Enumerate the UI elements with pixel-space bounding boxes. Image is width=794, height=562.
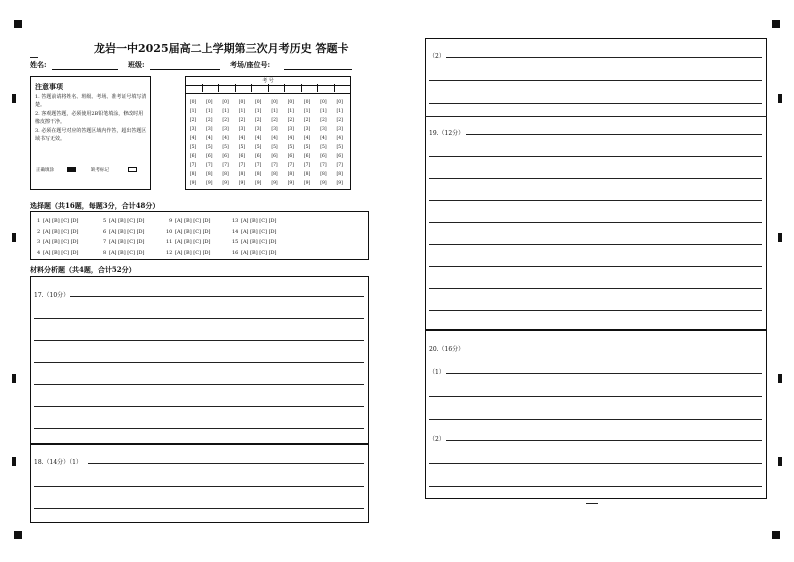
answer-line[interactable] <box>429 80 762 81</box>
exam-digit-bubble[interactable]: [0] <box>222 100 229 105</box>
seat-field[interactable] <box>284 69 352 70</box>
name-field[interactable] <box>52 69 118 70</box>
choice-options[interactable]: [A] [B] [C] [D] <box>43 228 79 235</box>
exam-digit-bubble[interactable]: [0] <box>336 100 343 105</box>
choice-options[interactable]: [A] [B] [C] [D] <box>241 218 277 224</box>
answer-line[interactable] <box>429 419 762 420</box>
exam-digit-column <box>301 98 313 188</box>
exam-digit-bubble[interactable]: [2] <box>303 118 311 123</box>
exam-digit-column <box>285 98 297 188</box>
exam-digit-bubble[interactable]: [7] <box>336 163 343 168</box>
exam-digit-bubble[interactable]: [6] <box>287 154 294 159</box>
answer-line[interactable] <box>429 200 762 201</box>
exam-digit-bubble[interactable]: [3] <box>303 127 311 132</box>
answer-line[interactable] <box>34 406 364 407</box>
exam-digit-column <box>203 98 215 188</box>
answer-line[interactable] <box>429 244 762 245</box>
exam-digit-bubble[interactable]: [7] <box>222 163 229 168</box>
exam-digit-bubble[interactable]: [1] <box>287 109 294 114</box>
side-mark <box>12 457 16 466</box>
exam-digit-bubble[interactable]: [5] <box>320 145 327 150</box>
exam-digit-bubble[interactable]: [0] <box>303 100 311 105</box>
exam-digit-bubble[interactable]: [2] <box>271 118 278 123</box>
answer-line[interactable] <box>429 486 762 487</box>
exam-digit-column <box>236 98 248 188</box>
exam-digit-bubble[interactable]: [5] <box>238 145 246 150</box>
exam-digit-bubble[interactable]: [8] <box>222 172 229 177</box>
grid-divider <box>235 84 236 92</box>
exam-digit-bubble[interactable]: [4] <box>238 136 246 141</box>
grid-divider <box>268 84 269 92</box>
grid-divider <box>334 84 335 92</box>
choice-options[interactable]: [A] [B] [C] [D] <box>175 239 211 245</box>
exam-digit-bubble[interactable]: [9] <box>336 181 343 186</box>
exam-digit-bubble[interactable]: [9] <box>255 181 262 186</box>
exam-digit-bubble[interactable]: [5] <box>255 145 262 150</box>
side-mark <box>778 233 782 242</box>
exam-digit-bubble[interactable]: [8] <box>336 172 343 177</box>
answer-line[interactable] <box>34 362 364 363</box>
exam-digit-bubble[interactable]: [2] <box>255 118 262 123</box>
exam-digit-bubble[interactable]: [0] <box>238 100 246 105</box>
exam-digit-bubble[interactable]: [9] <box>206 181 213 186</box>
exam-digit-bubble[interactable]: [4] <box>222 136 229 141</box>
exam-digit-bubble[interactable]: [8] <box>255 172 262 177</box>
choice-options[interactable]: [A] [B] [C] [D] <box>241 249 277 256</box>
exam-digit-bubble[interactable]: [3] <box>255 127 262 132</box>
exam-digit-bubble[interactable]: [8] <box>271 172 278 177</box>
choice-question-number: 9 <box>169 218 173 224</box>
exam-digit-bubble[interactable]: [4] <box>189 136 197 141</box>
q18-box <box>30 444 369 523</box>
exam-digit-bubble[interactable]: [7] <box>255 163 262 168</box>
grid-divider <box>284 84 285 92</box>
choice-question-number: 4 <box>37 249 41 256</box>
notice-item: 1. 答题前请将姓名、班级、考场、准考证号填写清楚。 <box>35 94 147 108</box>
class-field[interactable] <box>150 69 220 70</box>
exam-digit-bubble[interactable]: [9] <box>287 181 294 186</box>
exam-digit-bubble[interactable]: [0] <box>255 100 262 105</box>
exam-digit-bubble[interactable]: [5] <box>271 145 278 150</box>
exam-digit-bubble[interactable]: [2] <box>189 118 197 123</box>
notice-box <box>30 76 151 190</box>
side-mark <box>778 457 782 466</box>
exam-digit-bubble[interactable]: [1] <box>189 109 197 114</box>
choice-question-number: 11 <box>166 239 173 245</box>
grid-divider <box>301 84 302 92</box>
side-mark <box>12 374 16 383</box>
choice-options[interactable]: [A] [B] [C] [D] <box>175 228 211 235</box>
seat-label: 考场/座位号: <box>230 60 271 69</box>
grid-divider <box>218 84 219 92</box>
grid-divider <box>317 84 318 92</box>
exam-digit-bubble[interactable]: [5] <box>303 145 311 150</box>
exam-digit-column <box>334 98 346 188</box>
notice-title: 注意事项 <box>35 82 63 91</box>
grid-divider <box>202 84 203 92</box>
exam-digit-bubble[interactable]: [8] <box>320 172 327 177</box>
exam-digit-bubble[interactable]: [8] <box>238 172 246 177</box>
corner-mark <box>14 20 22 28</box>
exam-digit-bubble[interactable]: [8] <box>287 172 294 177</box>
exam-digit-bubble[interactable]: [4] <box>206 136 213 141</box>
choice-question-number: 5 <box>103 218 107 224</box>
choice-options[interactable]: [A] [B] [C] [D] <box>175 249 211 256</box>
answer-line[interactable] <box>34 486 364 487</box>
exam-digit-bubble[interactable]: [6] <box>238 154 246 159</box>
answer-line[interactable] <box>429 288 762 289</box>
section-divider <box>425 116 767 117</box>
side-mark <box>778 374 782 383</box>
choice-question-number: 3 <box>37 239 41 245</box>
choice-options[interactable]: [A] [B] [C] [D] <box>241 239 277 245</box>
exam-digit-bubble[interactable]: [4] <box>255 136 262 141</box>
choice-question-number: 16 <box>232 249 239 256</box>
exam-digit-column <box>269 98 281 188</box>
exam-digit-bubble[interactable]: [6] <box>255 154 262 159</box>
choice-options[interactable]: [A] [B] [C] [D] <box>43 249 79 256</box>
exam-digit-bubble[interactable]: [6] <box>303 154 311 159</box>
answer-line[interactable] <box>429 156 762 157</box>
exam-digit-bubble[interactable]: [3] <box>287 127 294 132</box>
grid-divider <box>251 84 252 92</box>
choice-question-number: 14 <box>232 228 239 235</box>
q20-part2-label: （2） <box>429 436 445 443</box>
exam-digit-bubble[interactable]: [3] <box>271 127 278 132</box>
exam-digit-bubble[interactable]: [7] <box>271 163 278 168</box>
choice-question-number: 13 <box>232 218 239 224</box>
exam-digit-bubble[interactable]: [0] <box>206 100 213 105</box>
exam-digit-bubble[interactable]: [5] <box>336 145 343 150</box>
absent-label: 缺考标记 <box>91 168 109 173</box>
answer-line[interactable] <box>429 463 762 464</box>
exam-digit-bubble[interactable]: [0] <box>320 100 327 105</box>
exam-digit-bubble[interactable]: [5] <box>287 145 294 150</box>
exam-digit-bubble[interactable]: [8] <box>206 172 213 177</box>
choice-section-title: 选择题（共16题，每题3分，合计48分） <box>30 201 160 210</box>
q19-label: 19.（12分） <box>429 130 465 137</box>
answer-line[interactable] <box>429 103 762 104</box>
answer-line[interactable] <box>429 310 762 311</box>
exam-digit-bubble[interactable]: [3] <box>320 127 327 132</box>
exam-digit-bubble[interactable]: [5] <box>222 145 229 150</box>
exam-digit-bubble[interactable]: [1] <box>255 109 262 114</box>
exam-digit-bubble[interactable]: [4] <box>303 136 311 141</box>
choice-question-number: 8 <box>103 249 107 256</box>
filled-example-icon <box>67 167 76 172</box>
exam-digit-bubble[interactable]: [6] <box>320 154 327 159</box>
exam-digit-bubble[interactable]: [7] <box>287 163 294 168</box>
side-mark <box>12 94 16 103</box>
choice-question-number: 7 <box>103 239 107 245</box>
answer-line[interactable] <box>429 396 762 397</box>
answer-line[interactable] <box>429 222 762 223</box>
answer-line[interactable] <box>88 463 364 464</box>
exam-digit-bubble[interactable]: [1] <box>336 109 343 114</box>
absent-checkbox[interactable] <box>128 167 137 172</box>
q17-box <box>30 276 369 444</box>
choice-question-number: 10 <box>166 228 173 235</box>
exam-digit-bubble[interactable]: [9] <box>320 181 327 186</box>
exam-digit-bubble[interactable]: [0] <box>189 100 197 105</box>
exam-digit-bubble[interactable]: [1] <box>320 109 327 114</box>
answer-line[interactable] <box>429 178 762 179</box>
answer-line[interactable] <box>446 373 762 374</box>
choice-options[interactable]: [A] [B] [C] [D] <box>109 218 145 224</box>
exam-digit-bubble[interactable]: [1] <box>222 109 229 114</box>
choice-options[interactable]: [A] [B] [C] [D] <box>43 218 79 224</box>
choice-options[interactable]: [A] [B] [C] [D] <box>175 218 211 224</box>
choice-question-number: 2 <box>37 228 41 235</box>
exam-digit-bubble[interactable]: [7] <box>320 163 327 168</box>
notice-item: 3. 必须在题号对应的答题区域内作答，超出答题区域书写无效。 <box>35 128 147 142</box>
side-mark <box>12 233 16 242</box>
choice-question-number: 6 <box>103 228 107 235</box>
material-section-title: 材料分析题（共4题，合计52分） <box>30 265 136 274</box>
q20-part1-label: （1） <box>429 369 445 376</box>
q17-label: 17.（10分） <box>34 292 70 299</box>
exam-digit-bubble[interactable]: [9] <box>271 181 278 186</box>
exam-digit-bubble[interactable]: [0] <box>287 100 294 105</box>
choice-question-number: 15 <box>232 239 239 245</box>
q18-part2-label: （2） <box>429 53 445 60</box>
q20-box <box>425 330 767 499</box>
answer-line[interactable] <box>34 318 364 319</box>
exam-number-header: 考 号 <box>186 77 350 86</box>
choice-options[interactable]: [A] [B] [C] [D] <box>241 228 277 235</box>
exam-digit-bubble[interactable]: [9] <box>238 181 246 186</box>
exam-digit-bubble[interactable]: [1] <box>238 109 246 114</box>
exam-digit-bubble[interactable]: [6] <box>222 154 229 159</box>
exam-digit-bubble[interactable]: [3] <box>206 127 213 132</box>
exam-digit-bubble[interactable]: [9] <box>222 181 229 186</box>
exam-digit-bubble[interactable]: [2] <box>287 118 294 123</box>
choice-question-number: 12 <box>166 249 173 256</box>
right-answer-box <box>425 38 767 330</box>
answer-line[interactable] <box>429 266 762 267</box>
exam-digit-bubble[interactable]: [2] <box>206 118 213 123</box>
exam-digit-bubble[interactable]: [6] <box>271 154 278 159</box>
q20-label: 20.（16分） <box>429 346 465 353</box>
answer-line[interactable] <box>34 384 364 385</box>
choice-options[interactable]: [A] [B] [C] [D] <box>109 228 145 235</box>
exam-digit-bubble[interactable]: [4] <box>336 136 343 141</box>
exam-digit-bubble[interactable]: [2] <box>320 118 327 123</box>
choice-options[interactable]: [A] [B] [C] [D] <box>109 249 145 256</box>
exam-digit-bubble[interactable]: [9] <box>189 181 197 186</box>
exam-digit-bubble[interactable]: [2] <box>222 118 229 123</box>
exam-digit-bubble[interactable]: [1] <box>303 109 311 114</box>
corner-mark <box>14 531 22 539</box>
corner-mark <box>772 20 780 28</box>
notice-item: 2. 客观题答题，必须使用2B铅笔填涂，修改时用橡皮擦干净。 <box>35 111 144 125</box>
exam-digit-bubble[interactable]: [7] <box>206 163 213 168</box>
choice-question-number: 1 <box>37 218 41 224</box>
exam-digit-bubble[interactable]: [3] <box>336 127 343 132</box>
exam-digit-bubble[interactable]: [0] <box>271 100 278 105</box>
exam-digit-bubble[interactable]: [3] <box>238 127 246 132</box>
corner-mark <box>772 531 780 539</box>
class-label: 班级: <box>128 60 145 69</box>
page-dash <box>586 503 598 504</box>
answer-line[interactable] <box>34 340 364 341</box>
page-title: 龙岩一中2025届高二上学期第三次月考历史 答题卡 <box>94 42 349 55</box>
answer-line[interactable] <box>466 134 762 135</box>
exam-digit-bubble[interactable]: [6] <box>336 154 343 159</box>
answer-line[interactable] <box>34 508 364 509</box>
exam-digit-bubble[interactable]: [5] <box>206 145 213 150</box>
exam-digit-bubble[interactable]: [1] <box>206 109 213 114</box>
exam-digit-bubble[interactable]: [4] <box>287 136 294 141</box>
answer-line[interactable] <box>446 57 762 58</box>
name-label: 姓名: <box>30 60 47 69</box>
exam-digit-bubble[interactable]: [5] <box>189 145 197 150</box>
exam-digit-bubble[interactable]: [4] <box>271 136 278 141</box>
exam-digit-bubble[interactable]: [7] <box>238 163 246 168</box>
exam-digit-column <box>252 98 264 188</box>
exam-digit-bubble[interactable]: [8] <box>189 172 197 177</box>
exam-digit-column <box>187 98 199 188</box>
exam-digit-bubble[interactable]: [9] <box>303 181 311 186</box>
exam-digit-bubble[interactable]: [2] <box>336 118 343 123</box>
choice-options[interactable]: [A] [B] [C] [D] <box>109 239 145 245</box>
choice-options[interactable]: [A] [B] [C] [D] <box>43 239 79 245</box>
side-mark <box>778 94 782 103</box>
exam-digit-bubble[interactable]: [4] <box>320 136 327 141</box>
exam-digit-bubble[interactable]: [3] <box>189 127 197 132</box>
exam-digit-bubble[interactable]: [1] <box>271 109 278 114</box>
answer-line[interactable] <box>34 428 364 429</box>
exam-digit-bubble[interactable]: [7] <box>189 163 197 168</box>
answer-line[interactable] <box>70 296 364 297</box>
exam-digit-column <box>220 98 232 188</box>
exam-digit-bubble[interactable]: [7] <box>303 163 311 168</box>
exam-digit-bubble[interactable]: [3] <box>222 127 229 132</box>
exam-digit-bubble[interactable]: [6] <box>189 154 197 159</box>
q18-label: 18.（14分）（1） <box>34 459 82 466</box>
exam-digit-bubble[interactable]: [6] <box>206 154 213 159</box>
exam-digit-bubble[interactable]: [2] <box>238 118 246 123</box>
exam-digit-bubble[interactable]: [8] <box>303 172 311 177</box>
exam-digit-column <box>317 98 329 188</box>
title-dash <box>30 57 38 58</box>
answer-line[interactable] <box>446 440 762 441</box>
correct-fill-label: 正确填涂 <box>36 168 54 173</box>
